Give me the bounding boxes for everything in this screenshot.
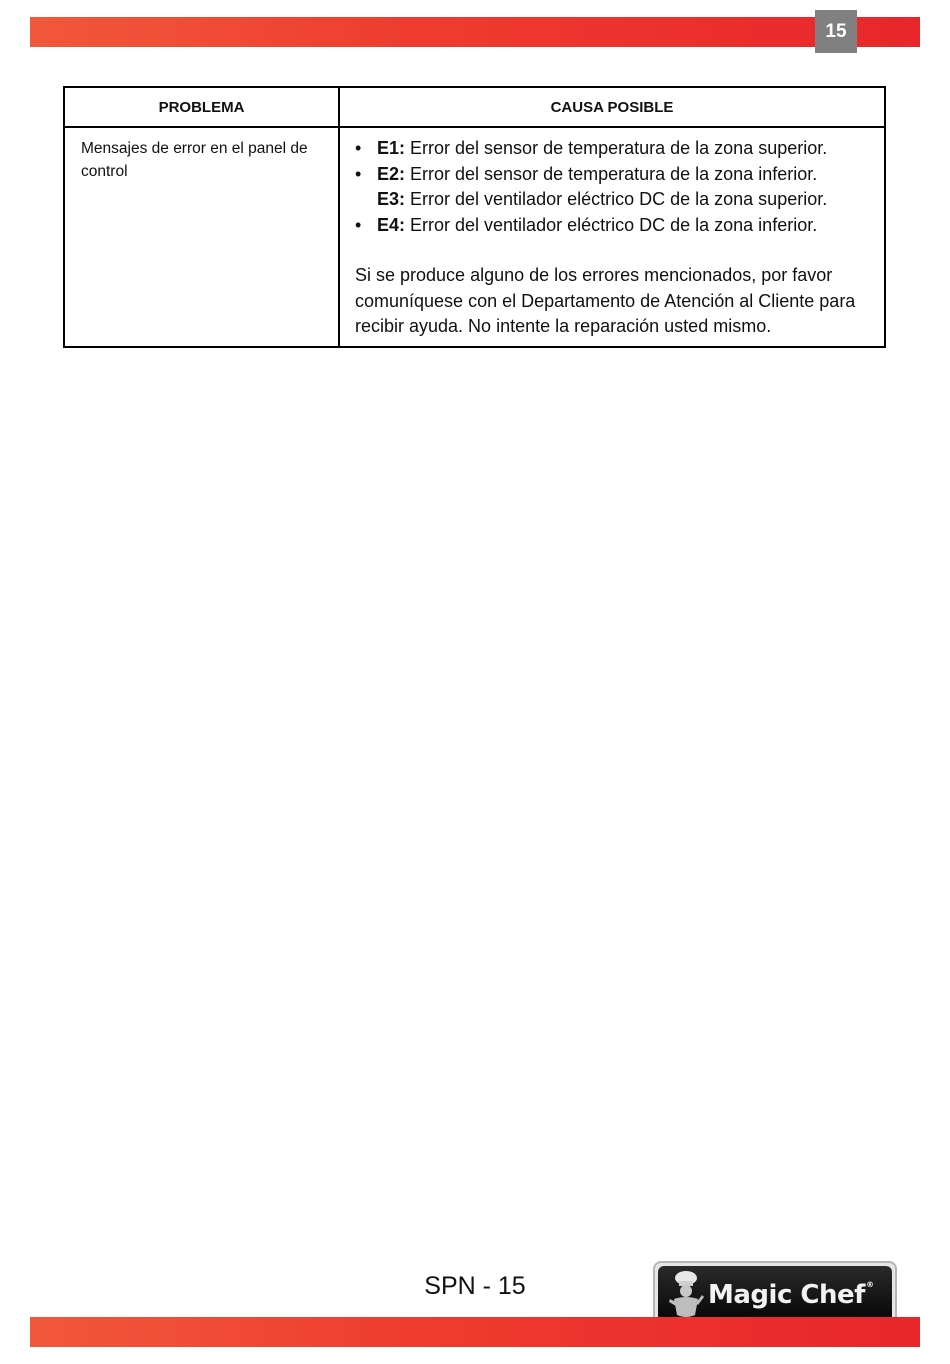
- troubleshooting-table: [63, 86, 886, 348]
- bullet: •: [355, 214, 362, 235]
- page-number: 15: [825, 20, 847, 42]
- bullet: •: [355, 163, 362, 184]
- cause-item: [355, 187, 885, 213]
- cause-item: [355, 213, 885, 239]
- registered-mark: ®: [865, 1279, 874, 1289]
- error-description: Error del ventilador eléctrico DC de la zona inferior.: [405, 214, 818, 235]
- error-code: E4:: [377, 214, 406, 235]
- error-description: Error del ventilador eléctrico DC de la zona superior.: [405, 189, 828, 209]
- error-description: Error del sensor de temperatura de la zona superior.: [405, 138, 828, 158]
- logo-plate: [658, 1266, 892, 1323]
- chef-icon: [666, 1269, 706, 1321]
- cause-cell: [355, 136, 885, 340]
- header-divider: [65, 126, 884, 128]
- logo-text: Magic Chef®: [708, 1279, 874, 1310]
- footer-page-label: SPN - 15: [424, 1272, 526, 1300]
- support-note: Si se produce alguno de los errores mencionados, por favor comuníquese con el Departamento de Atención al Cliente para recibir ayuda. No intente la reparación usted mismo.: [355, 265, 856, 336]
- cause-list: [355, 136, 885, 238]
- cause-item: [355, 136, 885, 162]
- header-bar: [30, 17, 920, 47]
- problem-cell: Mensajes de error en el panel de control: [81, 140, 308, 180]
- bullet: •: [355, 138, 362, 158]
- error-code: E3:: [377, 189, 406, 209]
- error-description: Error del sensor de temperatura de la zona inferior.: [405, 163, 818, 184]
- footer-bar: [30, 1317, 920, 1347]
- header-cause: CAUSA POSIBLE: [550, 98, 674, 116]
- page-number-badge: [815, 10, 857, 53]
- error-code: E1:: [377, 138, 406, 158]
- error-code: E2:: [377, 163, 406, 184]
- header-problem: PROBLEMA: [158, 98, 245, 116]
- cause-item: [355, 162, 885, 188]
